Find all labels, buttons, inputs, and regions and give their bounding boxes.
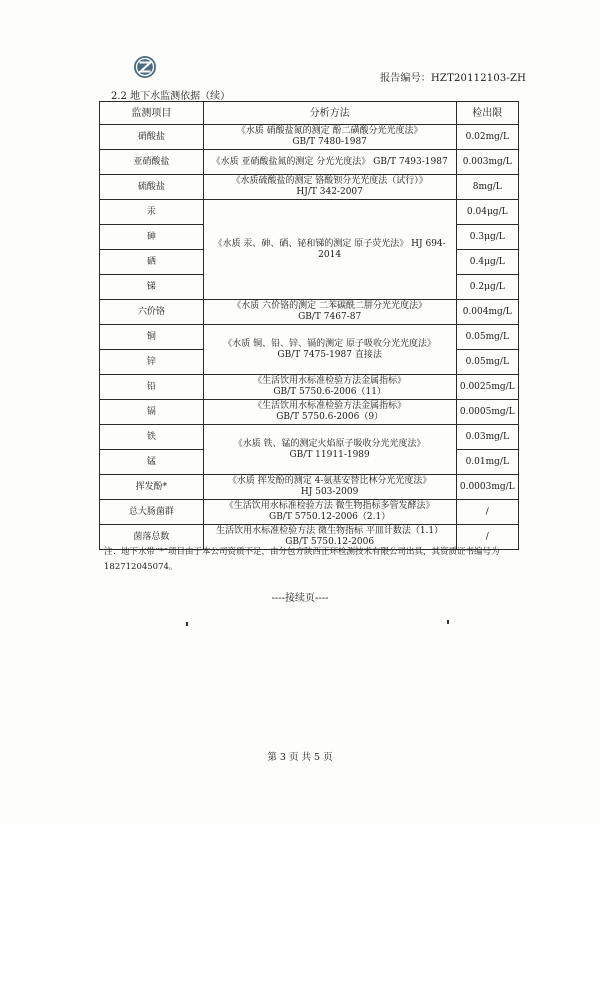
item-cell: 砷 [100,225,204,250]
table-row [100,500,519,525]
report-number: 报告编号：HZT20112103-ZH [380,73,527,84]
table-row [100,425,519,450]
item-cell: 铁 [100,425,204,450]
limit-cell: 0.004mg/L [456,300,518,325]
item-cell: 硝酸盐 [100,125,204,150]
limit-cell: 0.02mg/L [456,125,518,150]
item-cell: 镉 [100,400,204,425]
company-logo [133,55,157,79]
scan-speck [186,622,188,626]
limit-cell: 0.0025mg/L [456,375,518,400]
method-cell: 《水质 六价铬的测定 二苯碳酰二肼分光光度法》 GB/T 7467-87 [203,300,456,325]
table-row [100,325,519,350]
item-cell: 总大肠菌群 [100,500,204,525]
header-method: 分析方法 [203,102,456,125]
method-cell: 生活饮用水标准检验方法 微生物指标 平皿计数法（1.1） GB/T 5750.12-2006 [203,525,456,550]
limit-cell: 0.05mg/L [456,325,518,350]
limit-cell: 0.0005mg/L [456,400,518,425]
limit-cell: 0.04μg/L [456,200,518,225]
item-cell: 汞 [100,200,204,225]
scan-speck [447,620,449,624]
item-cell: 铜 [100,325,204,350]
limit-cell: 0.03mg/L [456,425,518,450]
method-cell: 《生活饮用水标准检验方法 微生物指标多管发酵法》 GB/T 5750.12-2006（2.1） [203,500,456,525]
item-cell: 亚硝酸盐 [100,150,204,175]
page-number: 第 3 页 共 5 页 [267,752,333,763]
method-cell: 《生活饮用水标准检验方法金属指标》 GB/T 5750.6-2006（9） [203,400,456,425]
monitoring-basis-table [99,101,519,550]
item-cell: 锰 [100,450,204,475]
table-row [100,200,519,225]
section-title: 2.2 地下水监测依据（续） [111,91,231,102]
limit-cell: 0.05mg/L [456,350,518,375]
item-cell: 菌落总数 [100,525,204,550]
continued-marker: ----接续页---- [271,593,329,604]
limit-cell: 8mg/L [456,175,518,200]
method-cell: 《水质硫酸盐的测定 铬酸钡分光光度法（试行）》 HJ/T 342-2007 [203,175,456,200]
method-cell: 《生活饮用水标准检验方法金属指标》 GB/T 5750.6-2006（11） [203,375,456,400]
header-item: 监测项目 [100,102,204,125]
item-cell: 铅 [100,375,204,400]
limit-cell: 0.003mg/L [456,150,518,175]
monitoring-table-wrapper [99,101,519,550]
item-cell: 挥发酚* [100,475,204,500]
method-cell: 《水质 硝酸盐氮的测定 酚二磺酸分光光度法》 GB/T 7480-1987 [203,125,456,150]
table-row [100,400,519,425]
limit-cell: 0.01mg/L [456,450,518,475]
method-cell: 《水质 挥发酚的测定 4-氨基安替比林分光光度法》 HJ 503-2009 [203,475,456,500]
limit-cell: 0.2μg/L [456,275,518,300]
table-header-row [100,102,519,125]
method-cell: 《水质 铁、锰的测定火焰原子吸收分光光度法》 GB/T 11911-1989 [203,425,456,475]
limit-cell: 0.0003mg/L [456,475,518,500]
limit-cell: 0.4μg/L [456,250,518,275]
table-row [100,375,519,400]
limit-cell: / [456,500,518,525]
header-limit: 检出限 [456,102,518,125]
item-cell: 六价铬 [100,300,204,325]
table-row [100,150,519,175]
item-cell: 硫酸盐 [100,175,204,200]
method-cell: 《水质 亚硝酸盐氮的测定 分光光度法》 GB/T 7493-1987 [203,150,456,175]
table-row [100,300,519,325]
item-cell: 硒 [100,250,204,275]
method-cell: 《水质 铜、铅、锌、镉的测定 原子吸收分光光度法》 GB/T 7475-1987 直接法 [203,325,456,375]
table-row [100,475,519,500]
table-row [100,175,519,200]
limit-cell: / [456,525,518,550]
limit-cell: 0.3μg/L [456,225,518,250]
table-row [100,125,519,150]
item-cell: 锑 [100,275,204,300]
method-cell: 《水质 汞、砷、硒、铋和锑的测定 原子荧光法》 HJ 694-2014 [203,200,456,300]
item-cell: 锌 [100,350,204,375]
footnote: 注：地下水带“*”项目由于本公司资质不足，由分包方陕西正环检测技术有限公司出具，其资质证书编号为182712045074。 [104,547,500,572]
